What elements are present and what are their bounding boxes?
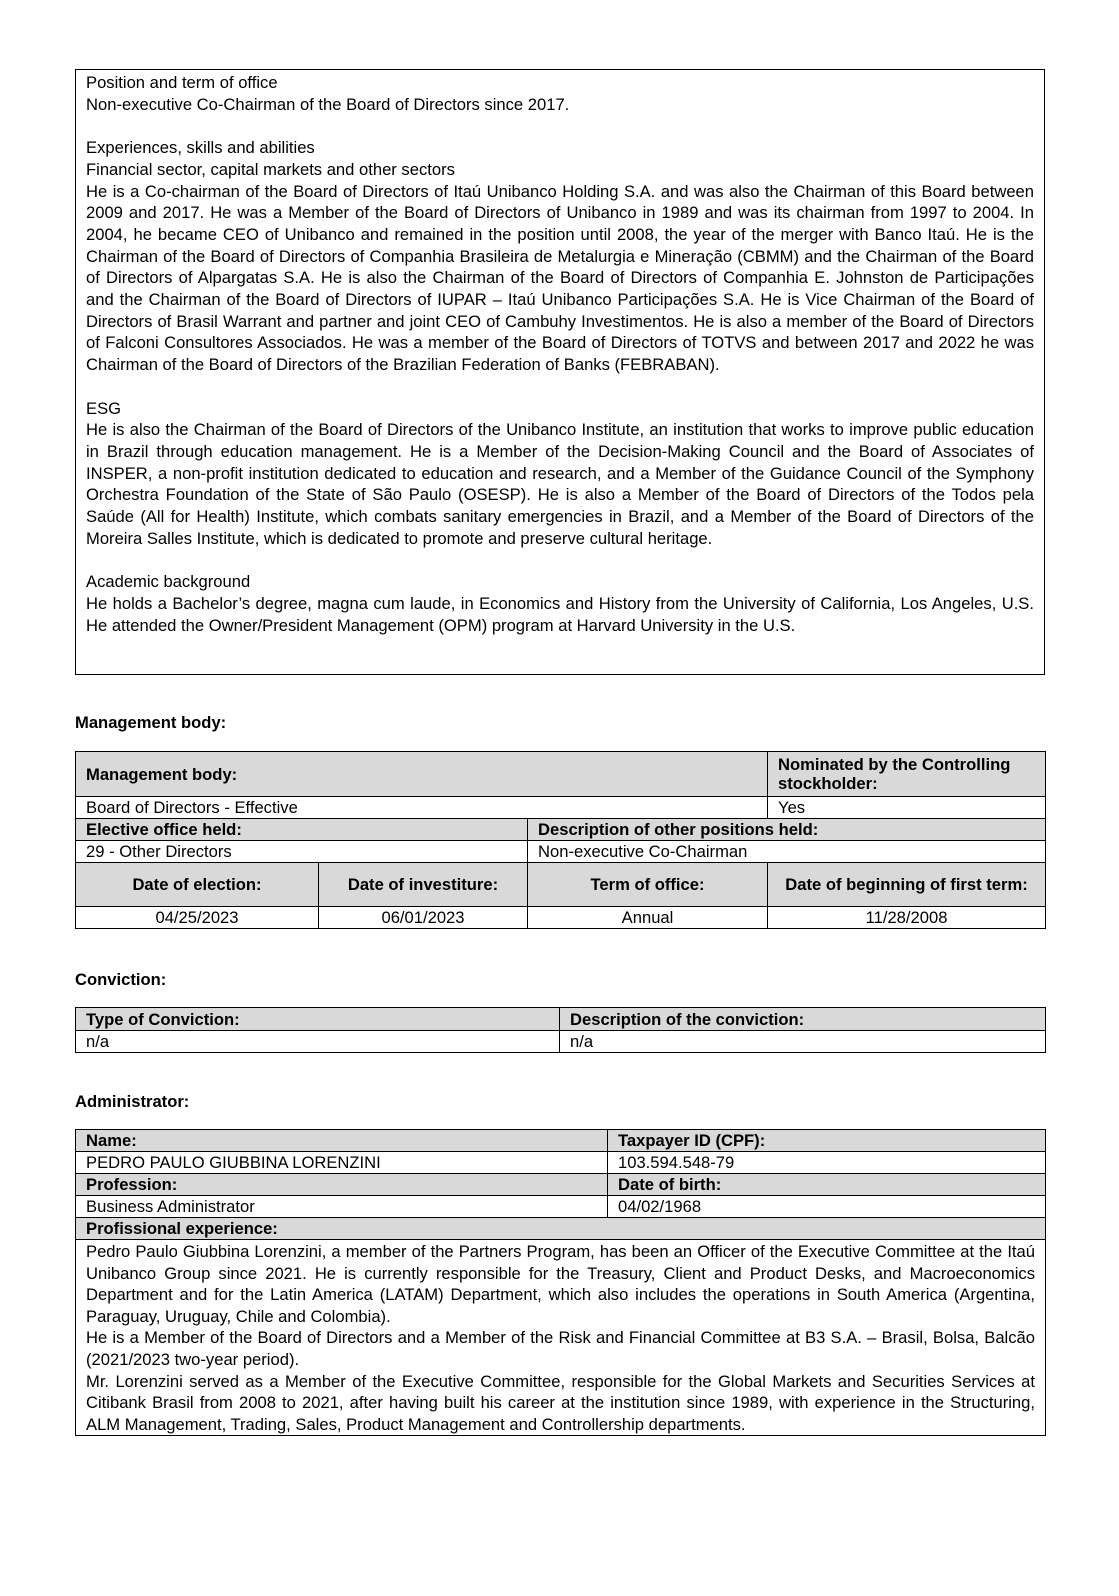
experience-paragraph: Mr. Lorenzini served as a Member of the Executive Committee, responsible for the Global Markets and Securities Services at Citibank Brasil from 2008 to 2021, after having built his career at the institution since 1989, with experience in the Structuring, ALM Management, Trading, Sales, Product Management and Controllership departments. — [86, 1371, 1035, 1434]
elective-office-value: 29 - Other Directors — [76, 841, 528, 863]
management-heading: Management body: — [75, 713, 227, 732]
experiences-text: He is a Co-chairman of the Board of Directors of Itaú Unibanco Holding S.A. and was also the Chairman of this Board between 2009 and 2017. He was a Member of the Board of Directors of Unibanco in 1989 and was its chairman from 1997 to 2004. In 2004, he became CEO of Unibanco and remained in the position until 2008, the year of the merger with Banco Itaú. He is the Chairman of the Board of Directors of Companhia Brasileira de Metalurgia e Mineração (CBMM) and the Chairman of the Board of Directors of Alpargatas S.A. He is also the Chairman of the Board of Directors of Companhia E. Johnston de Participações and the Chairman of the Board of Directors of IUPAR – Itaú Unibanco Participações S.A. He is Vice Chairman of the Board of Directors of Brasil Warrant and partner and joint CEO of Cambuhy Investimentos. He is also a member of the Board of Directors of Falconi Consultores Associados. He was a member of the Board of Directors of TOTVS and between 2017 and 2022 he was Chairman of the Board of Directors of the Brazilian Federation of Banks (FEBRABAN). — [86, 181, 1034, 375]
position-title: Position and term of office — [86, 73, 278, 92]
administrator-heading: Administrator: — [75, 1092, 190, 1111]
cpf-value: 103.594.548-79 — [608, 1152, 1046, 1174]
administrator-table — [75, 1129, 1046, 1436]
experiences-subtitle: Financial sector, capital markets and other sectors — [86, 159, 455, 179]
profession-value: Business Administrator — [76, 1196, 608, 1218]
experience-text — [76, 1240, 1046, 1436]
investiture-date-value: 06/01/2023 — [319, 907, 528, 929]
conviction-heading: Conviction: — [75, 970, 167, 989]
election-date-label: Date of election: — [76, 863, 319, 907]
elective-office-label: Elective office held: — [76, 819, 528, 841]
nominated-value: Yes — [768, 797, 1046, 819]
biography-box — [75, 69, 1045, 675]
term-value: Annual — [528, 907, 768, 929]
first-term-value: 11/28/2008 — [768, 907, 1046, 929]
academic-text: He holds a Bachelor’s degree, magna cum laude, in Economics and History from the University of California, Los Angeles, U.S. He attended the Owner/President Management (OPM) program at Harvard University in the U.S. — [86, 593, 1034, 635]
position-text: Non-executive Co-Chairman of the Board of Directors since 2017. — [86, 94, 570, 114]
conviction-table — [75, 1007, 1046, 1053]
academic-title: Academic background — [86, 572, 251, 592]
other-positions-value: Non-executive Co-Chairman — [528, 841, 1046, 863]
conviction-description-value: n/a — [560, 1031, 1046, 1053]
name-value: PEDRO PAULO GIUBBINA LORENZINI — [76, 1152, 608, 1174]
investiture-date-label: Date of investiture: — [319, 863, 528, 907]
first-term-label: Date of beginning of first term: — [768, 863, 1046, 907]
experience-paragraph: Pedro Paulo Giubbina Lorenzini, a member of the Partners Program, has been an Officer of the Executive Committee at the Itaú Unibanco Group since 2021. He is currently responsible for the Treasury, Client and Product Desks, and Macroeconomics Department and for the Latin America (LATAM) Department, which also includes the operations in South America (Argentina, Paraguay, Uruguay, Chile and Colombia). — [86, 1242, 1035, 1326]
conviction-type-label: Type of Conviction: — [76, 1008, 560, 1031]
management-table — [75, 751, 1046, 929]
election-date-value: 04/25/2023 — [76, 907, 319, 929]
experiences-title: Experiences, skills and abilities — [86, 138, 315, 158]
cpf-label: Taxpayer ID (CPF): — [608, 1130, 1046, 1152]
other-positions-label: Description of other positions held: — [528, 819, 1046, 841]
experience-label: Profissional experience: — [76, 1218, 1046, 1240]
esg-title: ESG — [86, 398, 122, 418]
profession-label: Profession: — [76, 1174, 608, 1196]
term-label: Term of office: — [528, 863, 768, 907]
name-label: Name: — [76, 1130, 608, 1152]
conviction-description-label: Description of the conviction: — [560, 1008, 1046, 1031]
conviction-type-value: n/a — [76, 1031, 560, 1053]
birth-date-value: 04/02/1968 — [608, 1196, 1046, 1218]
birth-date-label: Date of birth: — [608, 1174, 1046, 1196]
nominated-label: Nominated by the Controlling stockholder: — [768, 752, 1046, 797]
experience-paragraph: He is a Member of the Board of Directors and a Member of the Risk and Financial Committee at B3 S.A. – Brasil, Bolsa, Balcão (2021/2023 two-year period). — [86, 1328, 1035, 1369]
management-body-value: Board of Directors - Effective — [76, 797, 768, 819]
esg-text: He is also the Chairman of the Board of Directors of the Unibanco Institute, an institution that works to improve public education in Brazil through education management. He is a Member of the Decision-Making Council and the Board of Associates of INSPER, a non-profit institution dedicated to education and research, and a Member of the Guidance Council of the Symphony Orchestra Foundation of the State of São Paulo (OSESP). He is also a Member of the Board of Directors of the Todos pela Saúde (All for Health) Institute, which combats sanitary emergencies in Brazil, and a Member of the Board of Directors of the Moreira Salles Institute, which is dedicated to promote and preserve cultural heritage. — [86, 420, 1034, 548]
management-body-label: Management body: — [76, 752, 768, 797]
